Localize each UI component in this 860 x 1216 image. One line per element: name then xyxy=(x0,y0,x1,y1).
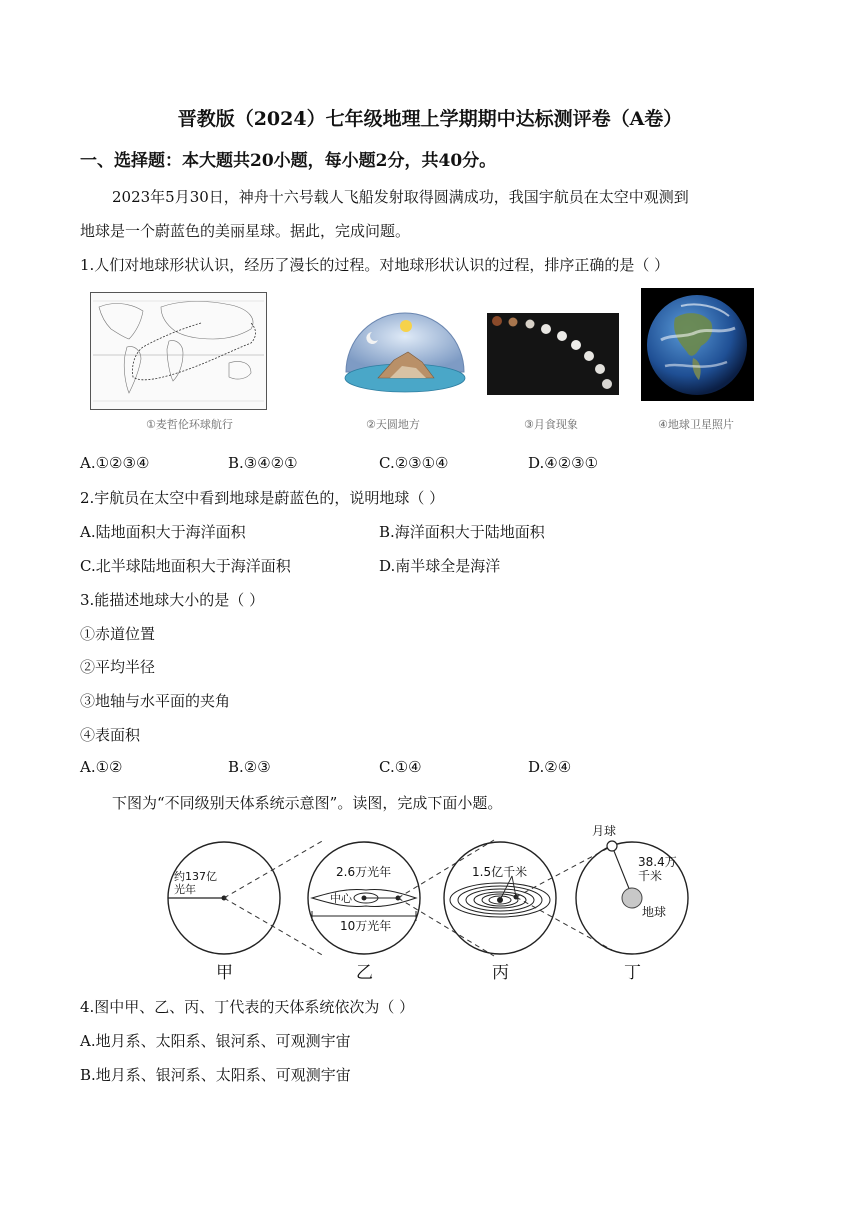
caption-round-sky: ②天圆地方 xyxy=(366,418,420,431)
q1-option-b: B.③④②① xyxy=(228,454,298,472)
intro-line-1: 2023年5月30日，神舟十六号载人飞船发射取得圆满成功，我国宇航员在太空中观测到 xyxy=(112,188,689,206)
jia-label-1: 约137亿 xyxy=(174,870,217,883)
yi-system xyxy=(308,842,420,954)
q3-item-1: ①赤道位置 xyxy=(80,625,156,643)
q3-item-3: ③地轴与水平面的夹角 xyxy=(80,692,231,710)
ding-distance-1: 38.4万 xyxy=(638,855,677,869)
q3-option-c: C.①④ xyxy=(379,758,422,776)
yi-top-label: 2.6万光年 xyxy=(336,865,392,879)
earth-satellite-photo xyxy=(641,288,754,401)
diagram-name-bing: 丙 xyxy=(492,963,509,983)
q4-option-b: B.地月系、银河系、太阳系、可观测宇宙 xyxy=(80,1066,351,1084)
ding-system xyxy=(576,823,688,954)
caption-satellite-photo: ④地球卫星照片 xyxy=(658,418,734,431)
bing-system xyxy=(444,842,556,954)
diagram-name-ding: 丁 xyxy=(624,963,641,983)
yi-center-label: 中心 xyxy=(330,892,352,905)
q2-option-b: B.海洋面积大于陆地面积 xyxy=(379,523,545,541)
q3-option-d: D.②④ xyxy=(528,758,572,776)
section-heading: 一、选择题：本大题共20小题，每小题2分，共40分。 xyxy=(80,151,497,171)
question-2-stem: 2.宇航员在太空中看到地球是蔚蓝色的，说明地球（ ） xyxy=(80,489,445,507)
caption-magellan: ①麦哲伦环球航行 xyxy=(146,418,233,431)
intro-line-2: 地球是一个蔚蓝色的美丽星球。据此，完成问题。 xyxy=(80,222,411,240)
round-sky-flat-earth-picture xyxy=(338,306,472,400)
diagram-name-jia: 甲 xyxy=(216,963,233,983)
jia-label-2: 光年 xyxy=(174,883,196,896)
lunar-eclipse-sequence xyxy=(487,313,619,395)
q1-option-c: C.②③①④ xyxy=(379,454,449,472)
world-map-illustration xyxy=(91,293,266,409)
q2-option-d: D.南半球全是海洋 xyxy=(379,557,501,575)
diagram-intro: 下图为“不同级别天体系统示意图”。读图，完成下面小题。 xyxy=(112,794,503,812)
dome-illustration xyxy=(338,306,472,400)
q3-option-b: B.②③ xyxy=(228,758,271,776)
diagram-name-yi: 乙 xyxy=(356,963,373,983)
q3-item-2: ②平均半径 xyxy=(80,658,156,676)
yi-bottom-label: 10万光年 xyxy=(340,919,392,933)
magellan-voyage-map xyxy=(90,292,267,410)
ding-earth-label: 地球 xyxy=(642,905,667,919)
q1-option-d: D.④②③① xyxy=(528,454,599,472)
q2-option-c: C.北半球陆地面积大于海洋面积 xyxy=(80,557,291,575)
question-3-stem: 3.能描述地球大小的是（ ） xyxy=(80,591,265,609)
question-4-stem: 4.图中甲、乙、丙、丁代表的天体系统依次为（ ） xyxy=(80,998,415,1016)
bing-distance-label: 1.5亿千米 xyxy=(472,865,528,879)
ding-distance-2: 千米 xyxy=(638,869,663,883)
question-1-stem: 1.人们对地球形状认识，经历了漫长的过程。对地球形状认识的过程，排序正确的是（ ） xyxy=(80,256,670,274)
page-title: 晋教版（2024）七年级地理上学期期中达标测评卷（A卷） xyxy=(177,108,683,130)
earth-globe-illustration xyxy=(641,288,754,401)
ding-moon-label: 月球 xyxy=(592,824,617,838)
q3-option-a: A.①② xyxy=(80,758,123,776)
lunar-eclipse-photo xyxy=(487,313,619,395)
q4-option-a: A.地月系、太阳系、银河系、可观测宇宙 xyxy=(80,1032,351,1050)
q3-item-4: ④表面积 xyxy=(80,726,141,744)
celestial-systems-diagram xyxy=(160,818,700,988)
caption-lunar-eclipse: ③月食现象 xyxy=(524,418,578,431)
q2-option-a: A.陆地面积大于海洋面积 xyxy=(80,523,246,541)
q1-option-a: A.①②③④ xyxy=(80,454,150,472)
